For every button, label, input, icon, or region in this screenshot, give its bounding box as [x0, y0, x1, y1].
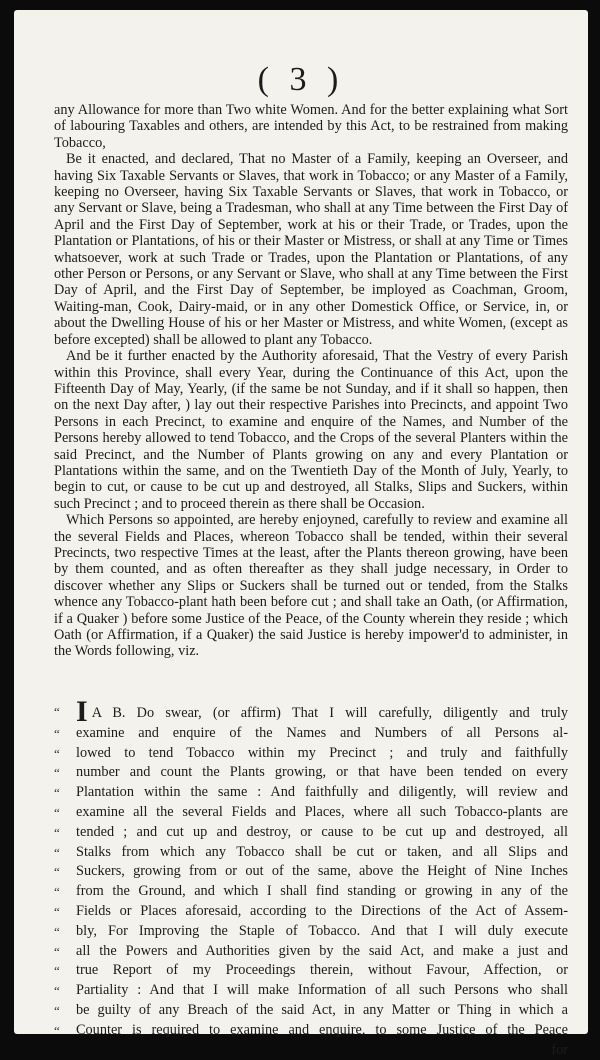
statute-paragraph: any Allowance for more than Two white Women. And for the better explaining what Sort of labouring Taxables and others, are intended by this Act, to be restrained from making Tobacco, [54, 102, 568, 151]
oath-line [54, 783, 568, 803]
page-number: ( 3 ) [257, 61, 345, 98]
drop-cap-initial: I [76, 695, 88, 728]
oath-line-text: Counter is required to examine and enquire, to some Justice of the Peace [76, 1021, 568, 1038]
oath-line-text: examine all the several Fields and Places, where all such Tobacco-plants are [76, 803, 568, 820]
quote-mark: “ [54, 844, 60, 860]
oath-line [54, 763, 568, 783]
statute-paragraph: Be it enacted, and declared, That no Master of a Family, keeping an Overseer, and having Six Taxable Servants or Slaves, that work in Tobacco; or any Master of a Family, keeping no Overseer, having Six Taxable Servants or Slaves, that work in Tobacco, or any Servant or Slave, being a Tradesman, who shall at any Time between the First Day of April and the First Day of September, work at his or their Trade, or Trades, upon the Plantation or Plantations, of his or their Master or Mistress, or shall at any Time or Times whatsoever, work at such Trade or Trades, upon the Plantation or Plantations, of any other Person or Persons, or any Servant or Slave, who shall at any Time between the First Day of April, and the First Day of September, be imployed as Coachman, Groom, Waiting-man, Cook, Dairy-maid, or in any other Domestick Office, or Service, in, or about the Dwelling House of his or her Master or Mistress, and white Women, (except as before excepted) shall be allowed to plant any Tobacco. [54, 151, 568, 348]
oath-line-text: number and count the Plants growing, or that have been tended on every [76, 764, 568, 781]
oath-line-text: Fields or Places aforesaid, according to the Directions of the Act of Assem- [76, 902, 568, 919]
document-page [14, 10, 588, 1058]
quote-mark: “ [54, 963, 60, 979]
oath-line [54, 1021, 568, 1041]
oath-line-text: all the Powers and Authorities given by the said Act, and make a just and [76, 942, 568, 959]
quote-mark: “ [54, 745, 60, 761]
quote-mark: “ [54, 725, 60, 741]
oath-line-text: lowed to tend Tobacco within my Precinct ; and truly and faithfully [76, 744, 568, 761]
oath-line [54, 961, 568, 981]
oath-line [54, 942, 568, 962]
quote-mark: “ [54, 1002, 60, 1018]
oath-line [54, 823, 568, 843]
oath-line [54, 843, 568, 863]
statute-paragraph: And be it further enacted by the Authority aforesaid, That the Vestry of every Parish within this Province, shall every Year, during the Continuance of this Act, upon the Fifteenth Day of May, Yearly, (if the same be not Sunday, and if it shall so happen, then on the next Day after, ) lay out their respective Parishes into Precincts, and appoint Two Persons in each Precinct, to examine and enquire of the Names, and Number of the Persons hereby allowed to tend Tobacco, and the Crops of the several Planters within the said Precinct, and the Number of Plants growing on any and every Plantation or Plantations within the same, and on the Twentieth Day of the Month of July, Yearly, to begin to cut, or cause to be cut up and destroyed, all Stalks, Slips and Suckers, within such Precinct ; and to proceed therein as there shall be Occasion. [54, 348, 568, 512]
quote-mark: “ [54, 983, 60, 999]
oath-line [54, 981, 568, 1001]
quote-mark: “ [54, 903, 60, 919]
oath-line [54, 1001, 568, 1021]
oath-line [54, 724, 568, 744]
oath-line [54, 695, 568, 728]
oath-line [54, 862, 568, 882]
statute-paragraph: Which Persons so appointed, are hereby enjoyned, carefully to review and examine all the several Fields and Places, whereon Tobacco shall be tended, within their several Precincts, two respective Times at the least, after the Plants thereon growing, have been by them counted, and as often thereafter as they shall judge necessary, in Order to discover whether any Slips or Suckers shall be turned out or tended, from the Stalks whence any Tobacco-plant hath been before cut ; and shall take an Oath, (or Affirmation, if a Quaker ) before some Justice of the Peace, of the County wherein they reside ; which Oath (or Affirmation, if a Quaker) the said Justice is hereby impower'd to administer, in the Words following, viz. [54, 512, 568, 660]
oath-line-text: examine and enquire of the Names and Numbers of all Persons al- [76, 724, 568, 741]
quote-mark: “ [54, 704, 60, 719]
quote-mark: “ [54, 943, 60, 959]
quote-mark: “ [54, 923, 60, 939]
oath-line-text: true Report of my Proceedings therein, without Favour, Affection, or [76, 962, 568, 979]
oath-line-text: A B. Do swear, (or affirm) That I will carefully, diligently and truly [91, 705, 568, 721]
oath-line-text: Suckers, growing from or out of the same, above the Height of Nine Inches [76, 863, 568, 880]
oath-line [54, 882, 568, 902]
oath-line-text: bly, For Improving the Staple of Tobacco. And that I will duly execute [76, 922, 568, 939]
statute-body [54, 102, 568, 660]
oath-line-text: from the Ground, and which I shall find standing or growing in any of the [76, 883, 568, 900]
catchword-line [54, 1041, 568, 1060]
oath-line-text: Plantation within the same : And faithfully and diligently, will review and [76, 784, 568, 801]
oath-line [54, 803, 568, 823]
quote-mark: “ [54, 864, 60, 880]
quote-mark: “ [54, 884, 60, 900]
quote-mark: “ [54, 785, 60, 801]
oath-line-text: Stalks from which any Tobacco shall be cut or taken, and all Slips and [76, 843, 568, 860]
oath-line [54, 902, 568, 922]
oath-line-text: tended ; and cut up and destroy, or cause to be cut up and destroyed, all [76, 823, 568, 840]
quote-mark: “ [54, 804, 60, 820]
quote-mark: “ [54, 765, 60, 781]
oath-line [54, 922, 568, 942]
quote-mark: “ [54, 1022, 60, 1038]
oath-line [54, 744, 568, 764]
catchword: for [551, 1041, 568, 1058]
oath-block [54, 695, 568, 1060]
oath-line-text: Partiality : And that I will make Information of all such Persons who shall [76, 982, 568, 999]
quote-mark: “ [54, 824, 60, 840]
oath-line-text: be guilty of any Breach of the said Act, in any Matter or Thing in which a [76, 1001, 568, 1018]
